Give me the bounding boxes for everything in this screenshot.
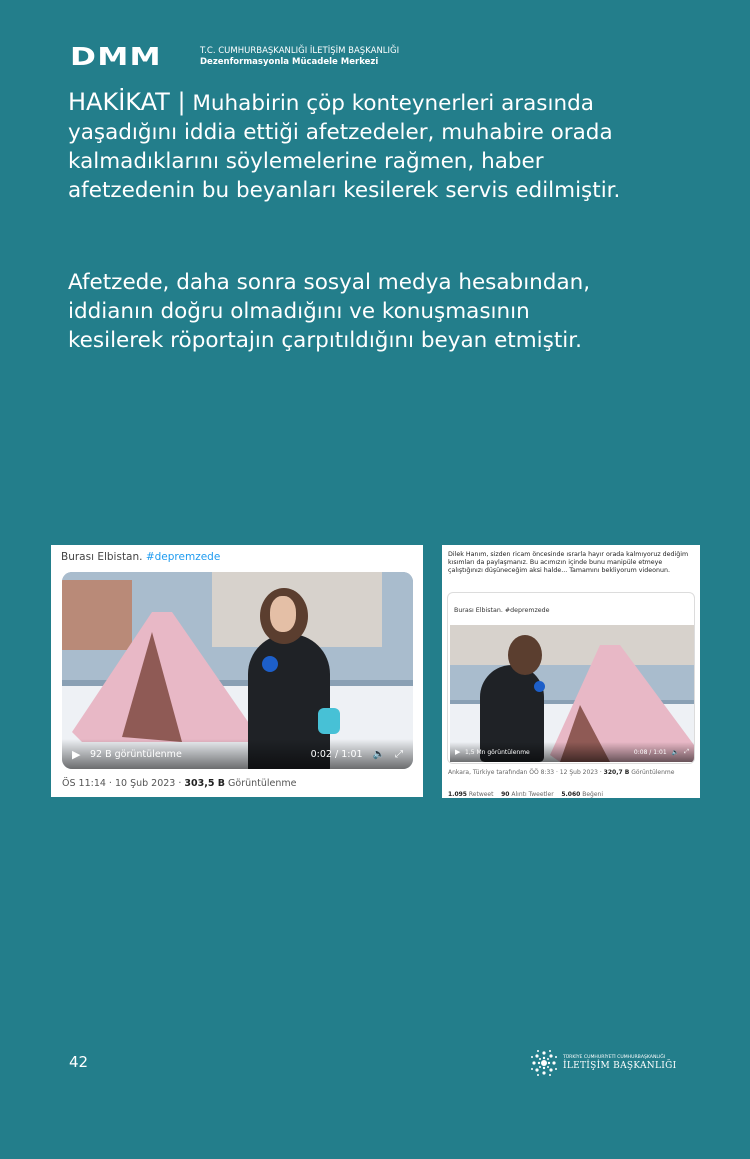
org-name — [200, 46, 399, 68]
emblem-icon — [529, 1048, 559, 1078]
quoted-video-time: 0:08 / 1:01 — [633, 748, 667, 756]
headline-text: Muhabirin çöp konteynerleri arasında yaşadığını iddia ettiği afetzedeler, muhabire orada kalmadıklarını söylemelerine rağmen, haber afetzedenin bu beyanları kesilerek servis edilmiştir. — [68, 91, 621, 203]
footer-logo-big: İLETİŞİM BAŞKANLIĞI — [563, 1060, 677, 1071]
footer-logo-text — [563, 1055, 676, 1072]
reply-tweet-text: Dilek Hanım, sizden ricam öncesinde ısrarla hayır orada kalmıyoruz dediğim kısımları da paylaşmanız. Bu acımızın içinde bunu manipüle etmeye çalıştığınızı düşüneceğim aksi halde... Tamamını bekliyorum videonun. — [448, 551, 689, 574]
video-frame-microphone — [534, 681, 545, 692]
quoted-caption-text: Burası Elbistan. — [454, 607, 503, 614]
video-time: 0:02 / 1:01 — [310, 748, 363, 760]
tweet-meta — [62, 778, 297, 789]
iletisim-logo — [529, 1048, 676, 1078]
reply-views-count: 320,7 B — [603, 769, 630, 776]
hashtag-link[interactable]: #depremzede — [145, 551, 221, 563]
headline — [68, 88, 628, 205]
like-label[interactable]: Beğeni — [580, 791, 604, 798]
dmm-logo: DMM — [70, 42, 162, 71]
video-frame-microphone — [262, 656, 278, 672]
hakikat-label: HAKİKAT | — [68, 88, 186, 116]
right-tweet-screenshot — [442, 545, 700, 798]
retweet-count: 1.095 — [448, 791, 467, 798]
fullscreen-icon[interactable]: ⤢ — [684, 748, 689, 755]
header — [70, 42, 400, 71]
quoted-caption — [454, 607, 550, 614]
reply-stats — [448, 791, 603, 798]
video-frame-hair — [508, 635, 542, 675]
tweet-caption — [61, 551, 220, 563]
org-line-2: Dezenformasyonla Mücadele Merkezi — [200, 57, 379, 67]
video-frame-glove — [318, 708, 340, 734]
tweet-views-label: Görüntülenme — [225, 778, 297, 789]
play-icon[interactable]: ▶ — [72, 747, 81, 761]
caption-text: Burası Elbistan. — [61, 551, 143, 563]
quoted-tweet[interactable] — [447, 592, 695, 764]
quote-label[interactable]: Alıntı Tweetler — [509, 791, 554, 798]
fullscreen-icon[interactable]: ⤢ — [395, 748, 403, 760]
quote-count: 90 — [501, 791, 510, 798]
play-icon[interactable]: ▶ — [455, 748, 461, 756]
tweet-timestamp: ÖS 11:14 · 10 Şub 2023 · — [62, 778, 185, 789]
video-frame-face — [270, 596, 296, 632]
video-controls — [62, 739, 413, 769]
reply-timestamp: Ankara, Türkiye tarafından ÖÖ 8:33 · 12 Şub 2023 · — [448, 769, 604, 776]
retweet-label[interactable]: Retweet — [466, 791, 494, 798]
like-count: 5.060 — [561, 791, 581, 798]
page-number: 42 — [69, 1053, 89, 1071]
explanation-paragraph: Afetzede, daha sonra sosyal medya hesabından, iddianın doğru olmadığını ve konuşmasının kesilerek röportajın çarpıtıldığını beyan etmiştir. — [68, 270, 591, 353]
tweet-views-count: 303,5 B — [184, 778, 226, 789]
reply-views-label: Görüntülenme — [629, 769, 675, 776]
video-views: 92 B görüntülenme — [90, 748, 182, 760]
volume-icon[interactable]: 🔈 — [671, 748, 680, 756]
quoted-video-views: 1,5 Mn görüntülenme — [465, 748, 530, 756]
footer-logo-small: TÜRKİYE CUMHURİYETİ CUMHURBAŞKANLIĞI — [563, 1054, 666, 1060]
left-tweet-screenshot — [51, 545, 423, 797]
reply-meta — [448, 769, 674, 776]
volume-icon[interactable]: 🔈 — [372, 748, 385, 760]
quoted-hashtag[interactable]: #depremzede — [504, 607, 550, 614]
video-player[interactable] — [62, 572, 413, 769]
quoted-video-controls — [450, 742, 694, 762]
org-line-1: T.C. CUMHURBAŞKANLIĞI İLETİŞİM BAŞKANLIĞI — [200, 46, 400, 56]
quoted-video-player[interactable] — [450, 625, 694, 762]
